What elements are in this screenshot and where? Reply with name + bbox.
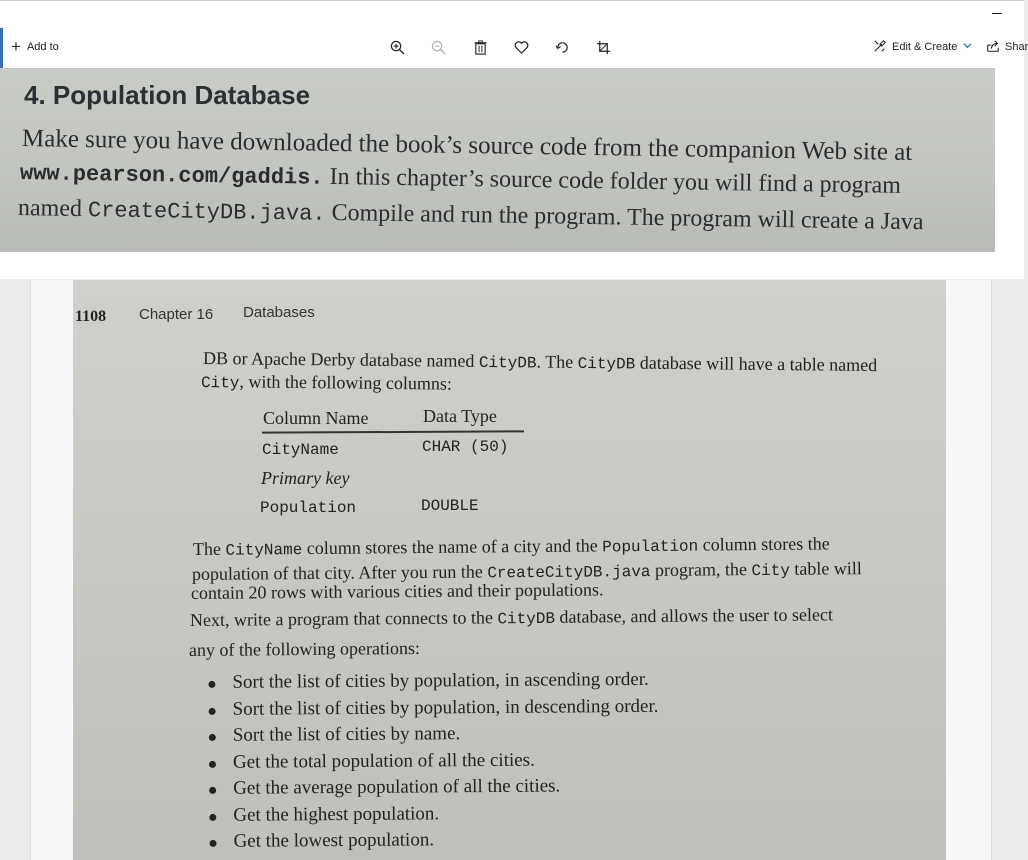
para2-line-2: any of the following operations: bbox=[188, 637, 421, 660]
intro-code-c: City bbox=[200, 374, 240, 393]
exercise-filename: CreateCityDB.java. bbox=[87, 198, 326, 227]
para2-line-1 bbox=[190, 604, 833, 631]
column-header-type: Data Type bbox=[423, 406, 497, 426]
edit-create-icon bbox=[873, 39, 887, 56]
share-icon bbox=[986, 39, 1000, 56]
edit-create-button[interactable] bbox=[873, 36, 972, 58]
para1-code-b: Population bbox=[602, 537, 699, 557]
delete-icon[interactable] bbox=[470, 37, 490, 57]
para1-text-d: population of that city. After you run the bbox=[191, 561, 488, 584]
intro-code-a: CityDB bbox=[478, 353, 537, 373]
table-cell-name: Primary key bbox=[261, 468, 350, 488]
para1-text-c: column stores the bbox=[698, 533, 830, 555]
intro-code-b: CityDB bbox=[577, 354, 636, 374]
crop-icon[interactable] bbox=[593, 37, 613, 57]
exercise-line-3 bbox=[18, 195, 924, 236]
intro-text-c: database will have a table named bbox=[635, 352, 878, 376]
column-header-name: Column Name bbox=[263, 408, 369, 428]
photo-book-page bbox=[73, 280, 946, 860]
share-label: Shar bbox=[1005, 41, 1028, 53]
zoom-in-icon[interactable] bbox=[387, 37, 407, 57]
operations-list bbox=[202, 669, 659, 858]
list-item: Get the average population of all the cities. bbox=[203, 775, 659, 805]
zoom-out-icon[interactable] bbox=[428, 37, 448, 57]
para1-code-c: CreateCityDB.java bbox=[487, 562, 651, 583]
list-item: Sort the list of cities by population, in descending order. bbox=[203, 695, 659, 725]
minimize-button[interactable] bbox=[992, 13, 1002, 14]
list-item: Get the total population of all the cities. bbox=[203, 748, 659, 778]
exercise-line-2-text: In this chapter’s source code folder you will find a program bbox=[323, 163, 902, 199]
exercise-line-1-text: Make sure you have downloaded the book’s source code from the companion Web site at bbox=[21, 125, 913, 166]
exercise-line-3-text: Compile and run the program. The program will create a Java bbox=[325, 199, 924, 236]
para1-code-a: CityName bbox=[225, 541, 303, 560]
list-item: Sort the list of cities by name. bbox=[203, 722, 659, 752]
intro-text-a: DB or Apache Derby database named bbox=[202, 348, 480, 371]
chevron-down-icon bbox=[963, 41, 972, 53]
viewer-toolbar bbox=[0, 28, 1028, 68]
para1-text-a: The bbox=[192, 538, 226, 559]
table-cell-name: Population bbox=[260, 499, 357, 517]
exercise-url: www.pearson.com/gaddis. bbox=[19, 161, 324, 191]
list-item: Get the lowest population. bbox=[203, 828, 659, 858]
share-button[interactable] bbox=[986, 36, 1028, 58]
add-to-label: Add to bbox=[26, 41, 59, 53]
page-number: 1108 bbox=[75, 308, 107, 325]
table-cell-type: DOUBLE bbox=[421, 497, 479, 515]
favorite-icon[interactable] bbox=[511, 37, 531, 57]
table-rule bbox=[262, 430, 524, 433]
para1-text-f: table will bbox=[789, 558, 862, 579]
intro-line-2 bbox=[201, 371, 452, 395]
table-cell-type: CHAR (50) bbox=[422, 438, 509, 456]
para2-text-a: Next, write a program that connects to the bbox=[189, 607, 498, 630]
rotate-icon[interactable] bbox=[552, 37, 572, 57]
list-item: Sort the list of cities by population, in ascending order. bbox=[202, 669, 658, 699]
chapter-label: Chapter 16 bbox=[139, 306, 214, 323]
para1-code-d: City bbox=[751, 561, 790, 581]
exercise-line-3-pre: named bbox=[17, 195, 89, 223]
table-cell-name: CityName bbox=[262, 441, 339, 459]
photo-exercise-text bbox=[0, 68, 995, 252]
para1-text-b: column stores the name of a city and the bbox=[302, 535, 603, 559]
intro-text-b: . The bbox=[536, 351, 578, 372]
window-titlebar bbox=[0, 0, 1024, 29]
para1-text-e: program, the bbox=[650, 559, 752, 580]
exercise-line-2 bbox=[20, 159, 901, 200]
add-to-button[interactable] bbox=[11, 36, 59, 58]
para2-code-a: CityDB bbox=[497, 609, 556, 629]
para1-line-1 bbox=[193, 533, 830, 560]
exercise-title: 4. Population Database bbox=[24, 80, 311, 110]
para1-line-3: contain 20 rows with various cities and their populations. bbox=[190, 579, 604, 603]
edit-create-label: Edit & Create bbox=[892, 41, 958, 53]
list-item: Get the highest population. bbox=[203, 801, 659, 831]
para2-text-b: database, and allows the user to select bbox=[554, 604, 833, 627]
intro-text-d: , with the following columns: bbox=[239, 371, 452, 394]
plus-icon: + bbox=[11, 37, 21, 56]
image-strip-top bbox=[0, 68, 1024, 279]
section-label: Databases bbox=[243, 304, 315, 321]
